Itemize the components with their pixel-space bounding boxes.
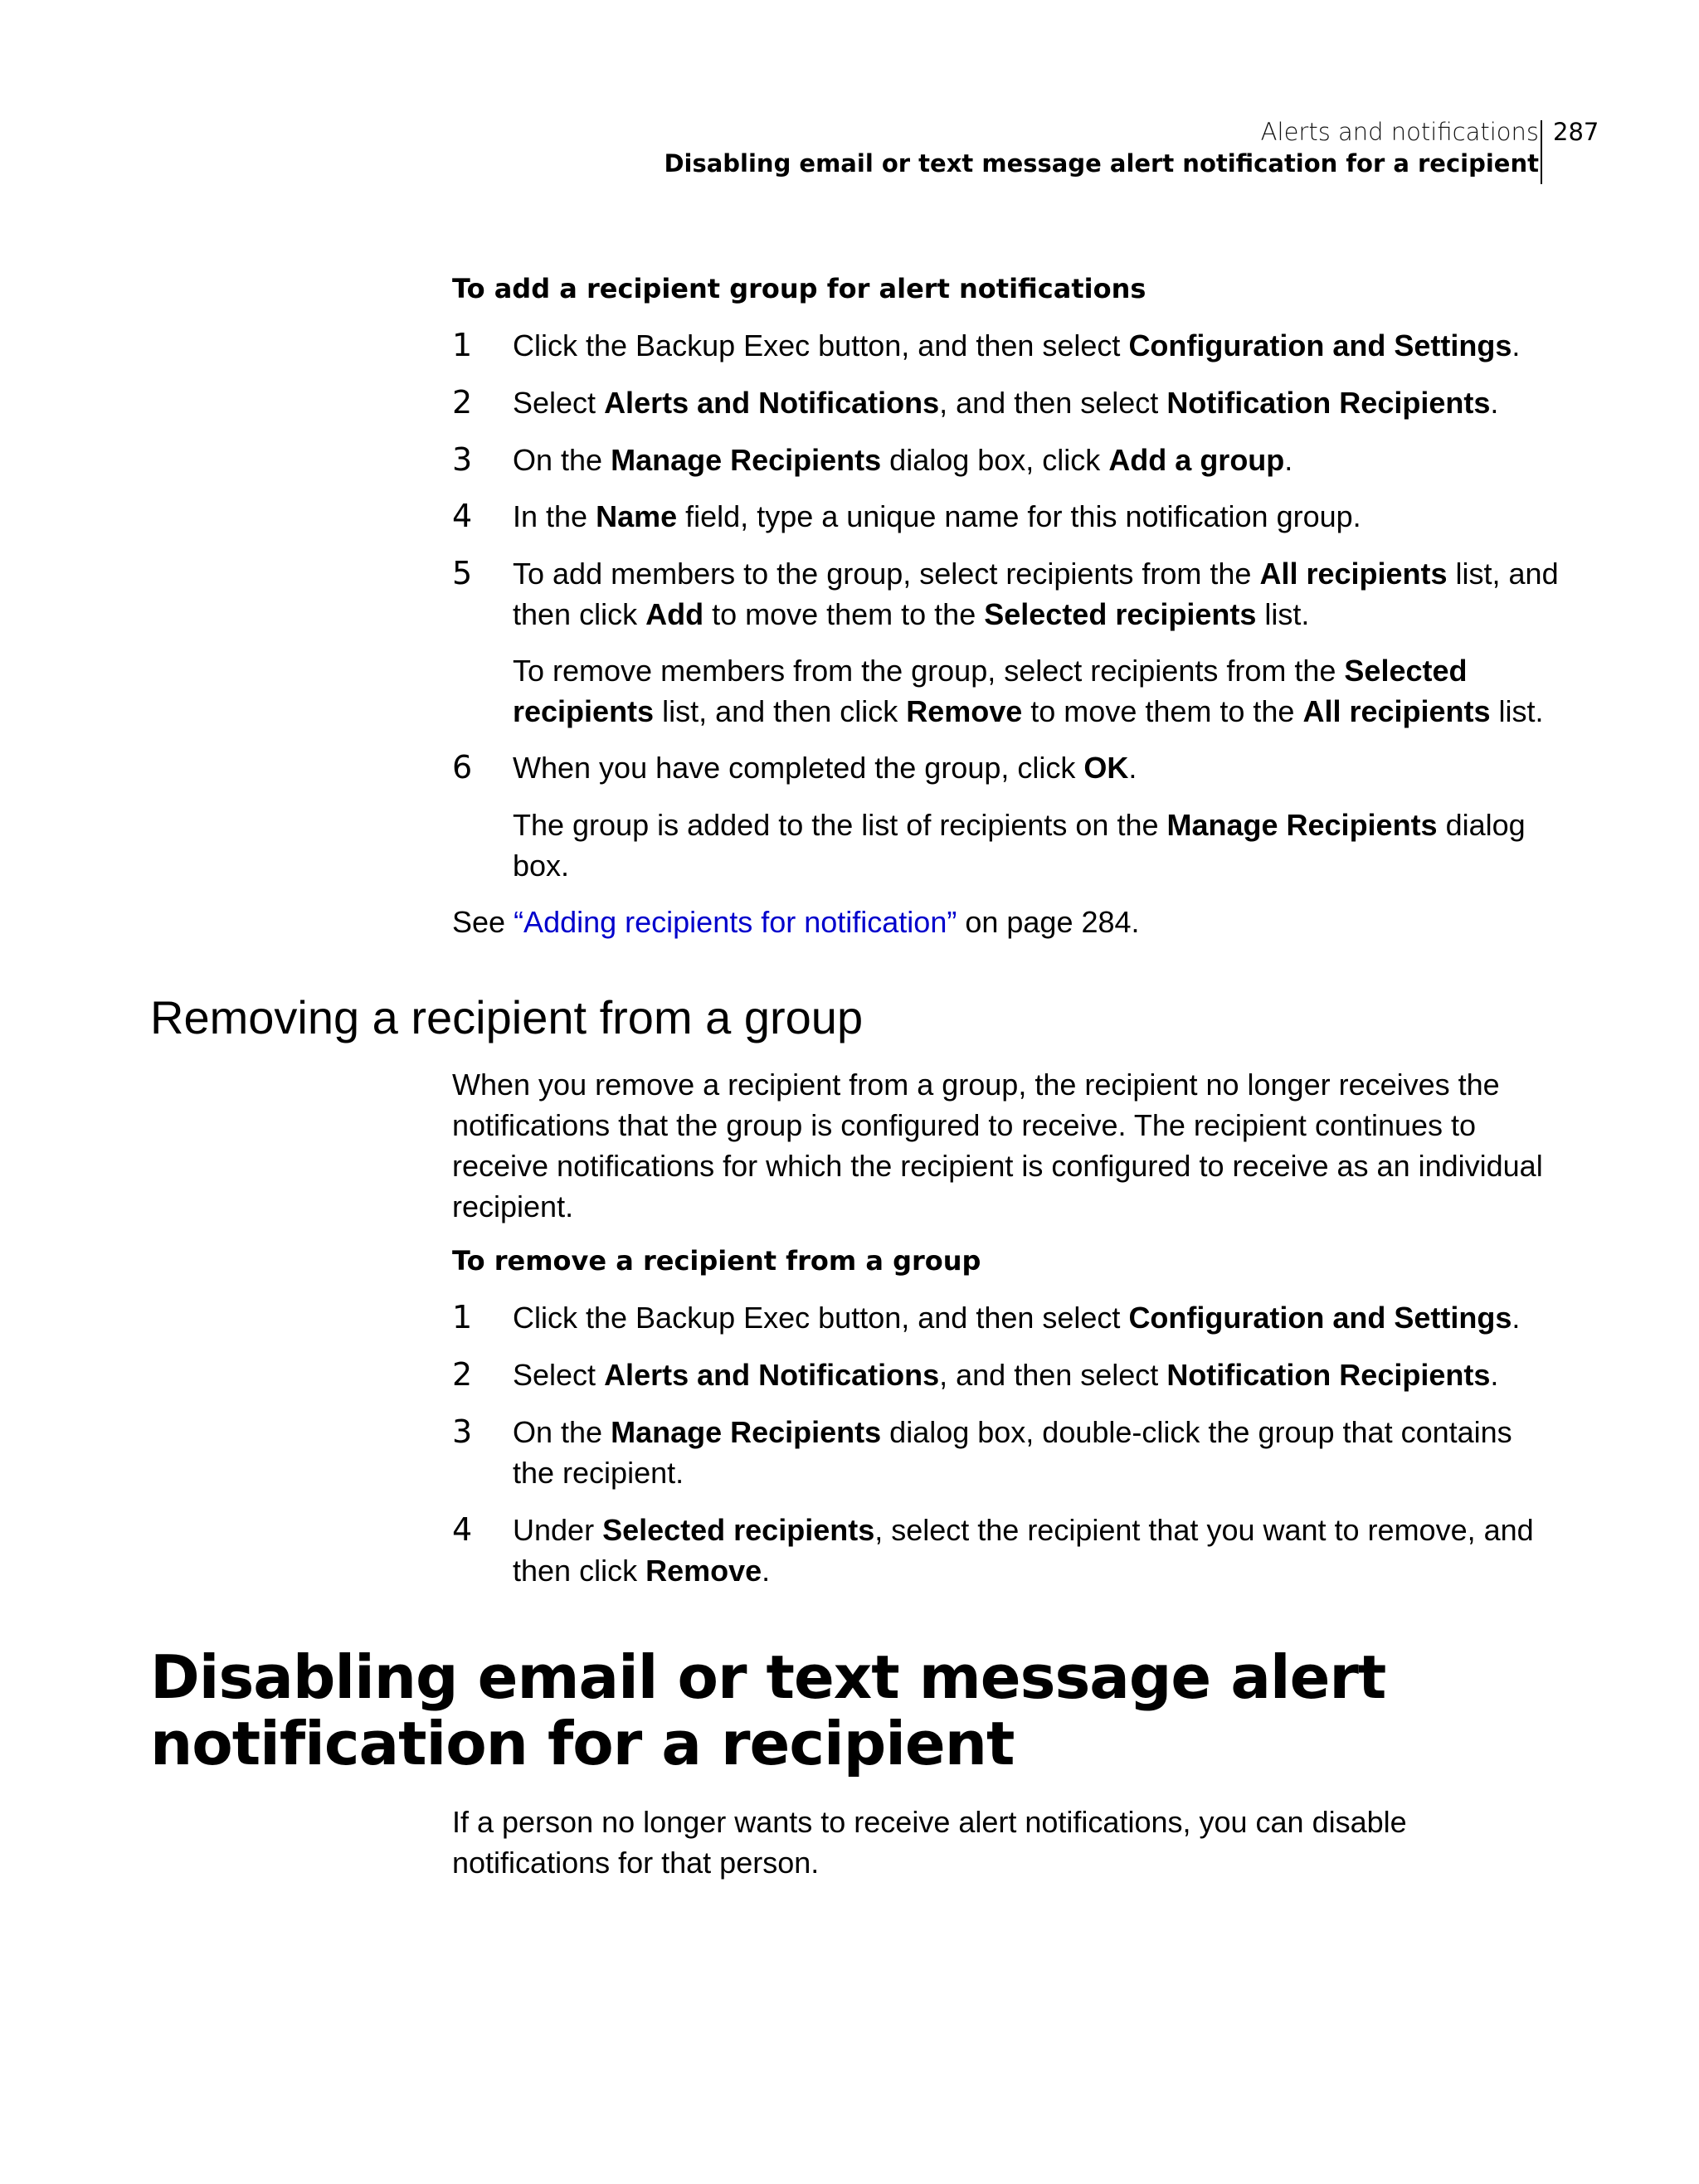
step-text: Select Alerts and Notifications, and then select Notification Recipients. [513,1358,1499,1392]
see-also-suffix: on page 284. [957,905,1140,939]
step-text: In the Name field, type a unique name for this notification group. [513,499,1361,533]
step-note: The group is added to the list of recipients on the Manage Recipients dialog box. [513,808,1526,883]
step-note: To remove members from the group, select recipients from the Selected recipients list, and then click Remove to move them to the All recipients list. [513,654,1544,728]
see-also [452,902,1555,942]
step-number: 2 [452,384,473,421]
step-number: 4 [452,498,473,534]
removing-intro: When you remove a recipient from a group, the recipient no longer receives the notifications that the group is configured to receive. The recipient continues to receive notifications for which the recipient is configured to receive as an individual recipient. [452,1068,1543,1223]
see-also-prefix: See [452,905,514,939]
step-text: To add members to the group, select recipients from the All recipients list, and then click Add to move them to the Selected recipients list. [513,557,1559,631]
step-number: 4 [452,1511,473,1548]
step-number: 3 [452,1413,473,1450]
step-number: 1 [452,327,473,363]
page-number: 287 [1553,118,1599,146]
step-text: Under Selected recipients, select the recipient that you want to remove, and then click Remove. [513,1513,1534,1588]
step-text: Select Alerts and Notifications, and then select Notification Recipients. [513,386,1499,420]
step-number: 3 [452,441,473,478]
procedure-title-remove: To remove a recipient from a group [452,1245,981,1277]
heading-disabling-notification: Disabling email or text message alert notification for a recipient [150,1642,1386,1778]
step-text: Click the Backup Exec button, and then select Configuration and Settings. [513,1301,1521,1335]
step-number: 2 [452,1356,473,1393]
step-text: On the Manage Recipients dialog box, double-click the group that contains the recipient. [513,1415,1512,1490]
step-text: When you have completed the group, click OK. [513,751,1137,785]
step-number: 1 [452,1299,473,1335]
procedure-title-add-group: To add a recipient group for alert notifications [452,273,1146,304]
running-header [664,116,1539,179]
step-text: Click the Backup Exec button, and then select Configuration and Settings. [513,328,1521,362]
heading-removing-recipient: Removing a recipient from a group [150,991,864,1043]
step-text: On the Manage Recipients dialog box, click Add a group. [513,443,1293,477]
see-also-link[interactable]: “Adding recipients for notification” [514,905,957,939]
step-number: 5 [452,555,473,591]
disabling-intro: If a person no longer wants to receive alert notifications, you can disable notifications for that person. [452,1805,1407,1880]
step-number: 6 [452,749,473,786]
header-chapter: Alerts and notifications [1260,118,1539,146]
header-divider [1541,120,1542,184]
header-section: Disabling email or text message alert notification for a recipient [664,149,1539,178]
